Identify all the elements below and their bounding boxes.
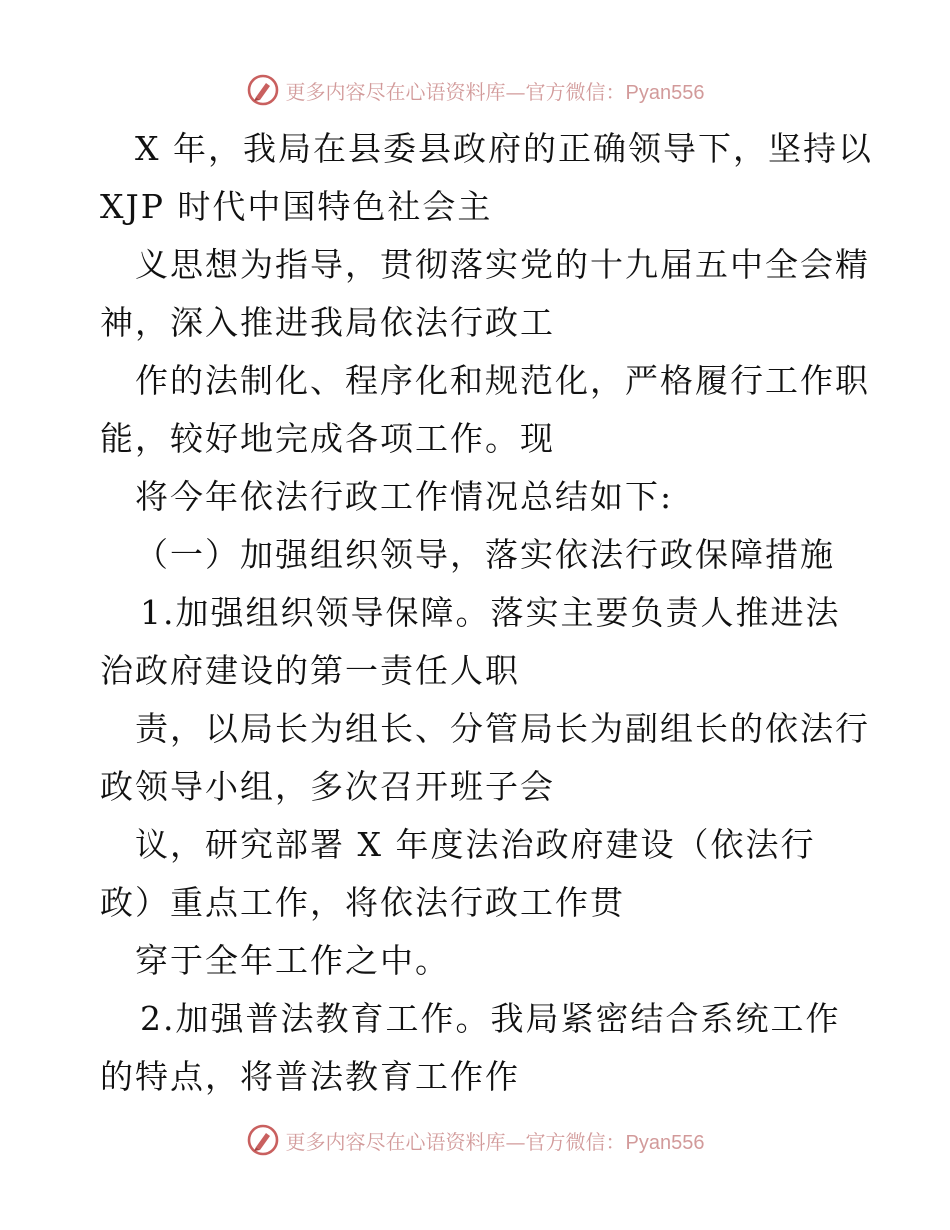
paragraph-line: 责，以局长为组长、分管局长为副组长的依法行 — [135, 709, 870, 748]
paragraph-line: 的特点，将普法教育工作作 — [100, 1057, 520, 1096]
paragraph-line: X 年，我局在县委县政府的正确领导下，坚持以 — [135, 129, 873, 168]
paragraph-line: 2.加强普法教育工作。我局紧密结合系统工作 — [140, 999, 841, 1038]
paragraph-line: 神，深入推进我局依法行政工 — [100, 303, 555, 342]
paragraph-line: 作的法制化、程序化和规范化，严格履行工作职 — [135, 361, 870, 400]
header-watermark-banner — [0, 70, 950, 110]
wechat-id: Pyan556 — [625, 81, 705, 104]
footer-watermark-banner — [0, 1120, 950, 1160]
paragraph-line: 政）重点工作，将依法行政工作贯 — [100, 883, 625, 922]
watermark-text: 更多内容尽在心语资料库—官方微信：Pyan556 — [285, 1129, 705, 1154]
wechat-id: Pyan556 — [625, 1131, 705, 1154]
paragraph-line: XJP 时代中国特色社会主 — [100, 187, 493, 226]
paragraph-line: 议，研究部署 X 年度法治政府建设（依法行 — [135, 825, 816, 864]
paragraph-line: 能，较好地完成各项工作。现 — [100, 419, 555, 458]
paragraph-line: 义思想为指导，贯彻落实党的十九届五中全会精 — [135, 245, 870, 284]
watermark-text: 更多内容尽在心语资料库—官方微信：Pyan556 — [285, 79, 705, 104]
brand-logo-icon — [246, 73, 280, 107]
paragraph-line: 1.加强组织领导保障。落实主要负责人推进法 — [140, 593, 841, 632]
brand-logo-icon — [246, 1123, 280, 1157]
section-heading: （一）加强组织领导，落实依法行政保障措施 — [135, 535, 835, 574]
paragraph-line: 政领导小组，多次召开班子会 — [100, 767, 555, 806]
paragraph-line: 将今年依法行政工作情况总结如下: — [135, 477, 674, 516]
paragraph-line: 穿于全年工作之中。 — [135, 941, 450, 980]
paragraph-line: 治政府建设的第一责任人职 — [100, 651, 520, 690]
